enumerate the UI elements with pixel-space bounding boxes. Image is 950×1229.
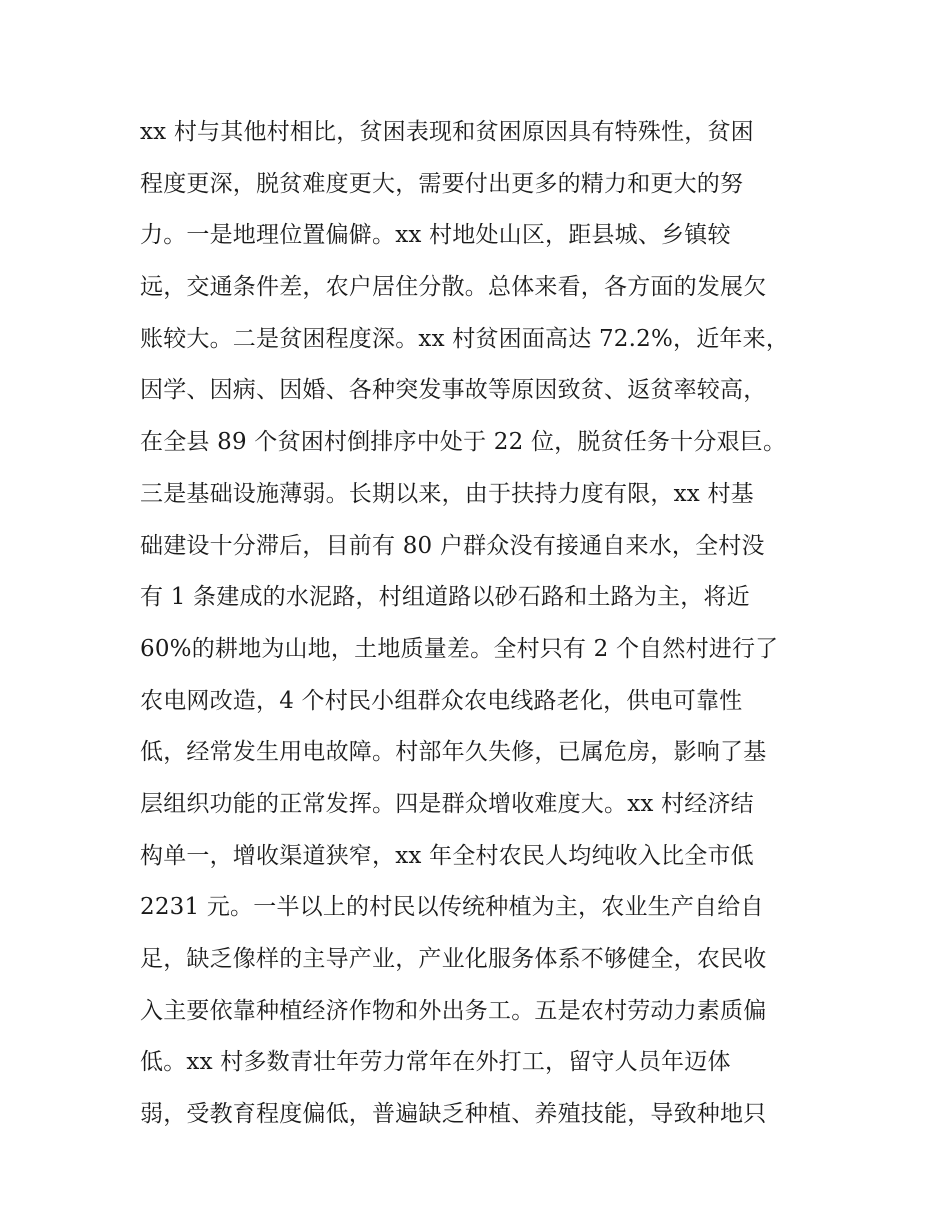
text-line: 因学、因病、因婚、各种突发事故等原因致贫、返贫率较高， (140, 377, 767, 404)
text-line: 账较大。二是贫困程度深。xx 村贫困面高达 72.2%，近年来， (140, 325, 790, 352)
text-line: 足，缺乏像样的主导产业，产业化服务体系不够健全，农民收 (140, 946, 767, 972)
text-line: 础建设十分滞后，目前有 80 户群众没有接通自来水，全村没 (140, 532, 765, 559)
text-line: 入主要依靠种植经济作物和外出务工。五是农村劳动力素质偏 (140, 997, 767, 1024)
text-line: 低，经常发生用电故障。村部年久失修，已属危房，影响了基 (140, 739, 767, 766)
text-line: xx 村与其他村相比，贫困表现和贫困原因具有特殊性，贫困 (140, 119, 754, 145)
body-paragraph (140, 107, 820, 1141)
text-line: 层组织功能的正常发挥。四是群众增收难度大。xx 村经济结 (140, 790, 754, 817)
text-line: 2231 元。一半以上的村民以传统种植为主，农业生产自给自 (140, 894, 764, 921)
text-line: 远，交通条件差，农户居住分散。总体来看，各方面的发展欠 (140, 274, 767, 301)
text-line: 力。一是地理位置偏僻。xx 村地处山区，距县城、乡镇较 (140, 222, 731, 249)
text-line: 在全县 89 个贫困村倒排序中处于 22 位，脱贫任务十分艰巨。 (140, 429, 787, 456)
text-line: 构单一，增收渠道狭窄，xx 年全村农民人均纯收入比全市低 (140, 842, 754, 869)
text-line: 程度更深，脱贫难度更大，需要付出更多的精力和更大的努 (140, 170, 744, 197)
text-line: 60%的耕地为山地，土地质量差。全村只有 2 个自然村进行了 (140, 635, 779, 662)
text-line: 低。xx 村多数青壮年劳力常年在外打工，留守人员年迈体 (140, 1049, 731, 1076)
text-line: 农电网改造，4 个村民小组群众农电线路老化，供电可靠性 (140, 687, 743, 714)
text-line: 三是基础设施薄弱。长期以来，由于扶持力度有限，xx 村基 (140, 480, 754, 507)
text-line: 有 1 条建成的水泥路，村组道路以砂石路和土路为主，将近 (140, 584, 750, 611)
text-line: 弱，受教育程度偏低，普遍缺乏种植、养殖技能，导致种地只 (140, 1101, 767, 1128)
